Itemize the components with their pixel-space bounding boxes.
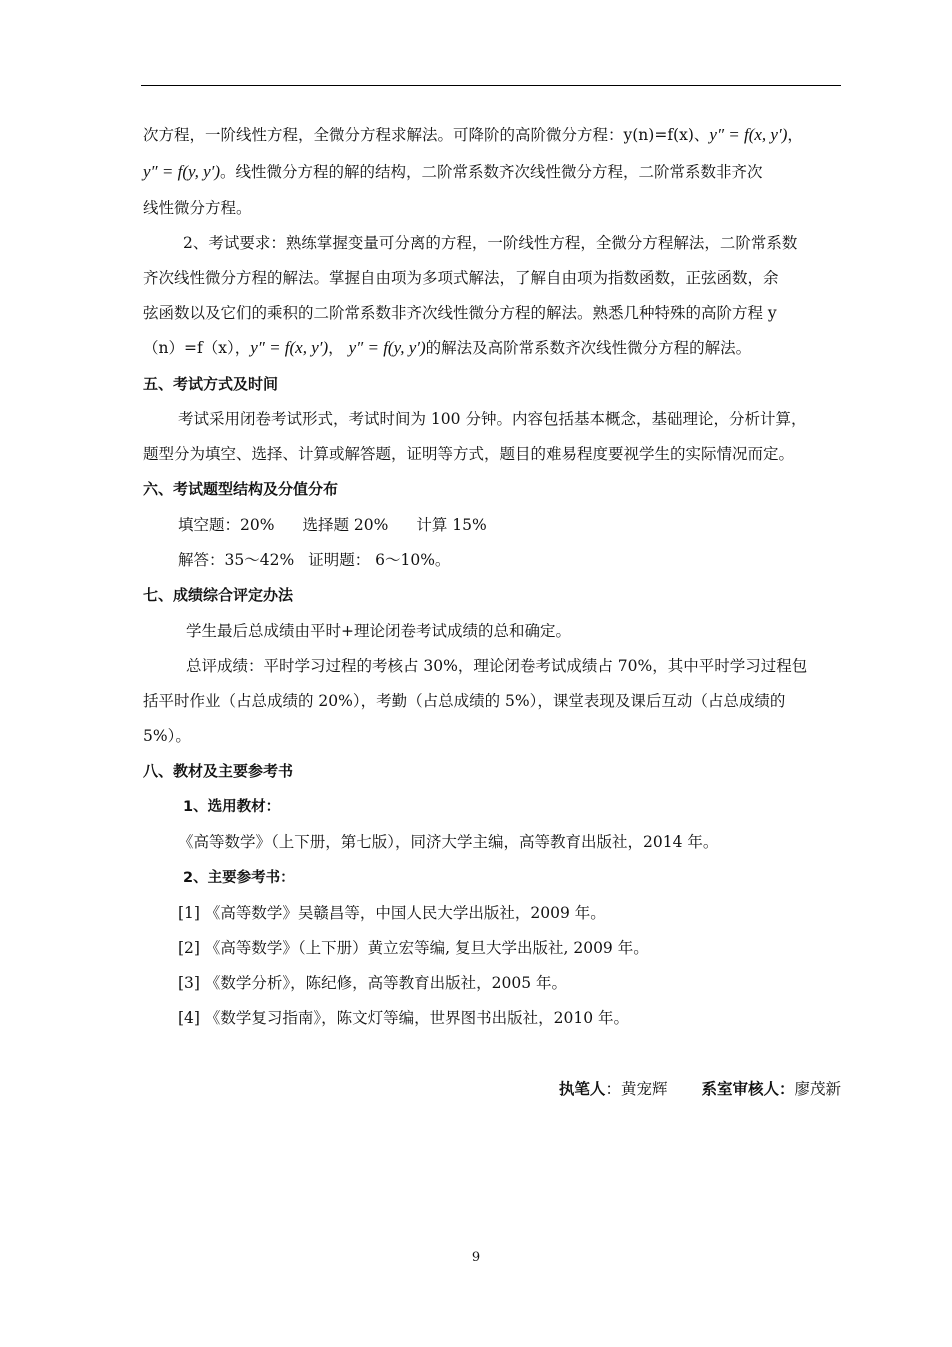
formula: y″ = f(x, y′) <box>250 338 329 357</box>
requirement-line-3: 弦函数以及它们的乘积的二阶常系数非齐次线性微分方程的解法。熟悉几种特殊的高阶方程 y <box>143 304 777 322</box>
intro-text: 。线性微分方程的解的结构，二阶常系数齐次线性微分方程，二阶常系数非齐次 <box>220 163 763 181</box>
calc-score: 计算 15% <box>416 516 487 534</box>
choice-score: 选择题 20% <box>302 516 389 534</box>
section-7-line-2: 总评成绩：平时学习过程的考核占 30%，理论闭卷考试成绩占 70%，其中平时学习过程包 <box>186 657 808 675</box>
section-5-title: 五、考试方式及时间 <box>143 375 279 393</box>
formula: y″ = f(y, y′) <box>348 338 426 357</box>
page-number: 9 <box>471 1250 481 1265</box>
reference-item: [1] 《高等数学》吴赣昌等，中国人民大学出版社，2009 年。 <box>178 904 606 922</box>
requirement-text: （n）=f（x）， <box>143 339 251 357</box>
intro-line-2 <box>143 161 841 183</box>
score-row-2 <box>178 549 841 571</box>
punctuation: ， <box>328 339 344 357</box>
intro-line-1 <box>143 124 841 146</box>
author-name: 黄宠辉 <box>620 1080 668 1098</box>
punctuation: ， <box>787 126 803 144</box>
references-subtitle: 2、主要参考书： <box>183 870 295 886</box>
section-5-line-2: 题型分为填空、选择、计算或解答题，证明等方式，题目的难易程度要视学生的实际情况而定。 <box>143 445 795 463</box>
proof-score: 证明题： 6～10%。 <box>308 551 451 569</box>
requirement-text: 的解法及高阶常系数齐次线性微分方程的解法。 <box>425 339 752 357</box>
reference-item: [4] 《数学复习指南》，陈文灯等编，世界图书出版社，2010 年。 <box>178 1009 630 1027</box>
requirement-line-4 <box>143 337 841 359</box>
reference-item: [2] 《高等数学》（上下册）黄立宏等编, 复旦大学出版社, 2009 年。 <box>178 939 649 957</box>
formula: y″ = f(x, y′) <box>709 125 788 144</box>
section-5-line-1: 考试采用闭卷考试形式，考试时间为 100 分钟。内容包括基本概念，基础理论，分析计算， <box>178 410 807 428</box>
signature-line <box>559 1077 841 1099</box>
reference-item: [3] 《数学分析》，陈纪修，高等教育出版社，2005 年。 <box>178 974 568 992</box>
requirement-line-1: 2、考试要求：熟练掌握变量可分离的方程，一阶线性方程，全微分方程解法，二阶常系数 <box>183 234 798 252</box>
intro-line-3: 线性微分方程。 <box>143 199 252 217</box>
requirement-line-2: 齐次线性微分方程的解法。掌握自由项为多项式解法，了解自由项为指数函数，正弦函数，余 <box>143 269 779 287</box>
section-7-line-1: 学生最后总成绩由平时+理论闭卷考试成绩的总和确定。 <box>186 622 571 640</box>
section-7-line-3: 括平时作业（占总成绩的 20%），考勤（占总成绩的 5%），课堂表现及课后互动（占总成绩的 <box>143 692 786 710</box>
reviewer-name: 廖茂新 <box>794 1080 841 1098</box>
author-label: 执笔人 <box>558 1080 606 1098</box>
textbook-subtitle: 1、选用教材： <box>183 799 281 815</box>
intro-text: 次方程，一阶线性方程，全微分方程求解法。可降阶的高阶微分方程：y(n)=f(x)、 <box>143 126 710 144</box>
formula: y″ = f(y, y′) <box>143 162 221 181</box>
punctuation: ： <box>605 1080 621 1098</box>
answer-score: 解答：35～42% <box>178 551 295 569</box>
header-rule <box>141 85 841 86</box>
reviewer-label: 系室审核人： <box>701 1080 795 1098</box>
section-7-title: 七、成绩综合评定办法 <box>143 586 294 604</box>
section-8-title: 八、教材及主要参考书 <box>143 762 294 780</box>
section-7-line-4: 5%）。 <box>143 727 191 745</box>
score-row-1 <box>178 514 841 536</box>
fill-blank-score: 填空题：20% <box>178 516 275 534</box>
section-6-title: 六、考试题型结构及分值分布 <box>143 480 339 498</box>
textbook-entry: 《高等数学》（上下册，第七版），同济大学主编，高等教育出版社，2014 年。 <box>178 833 719 851</box>
